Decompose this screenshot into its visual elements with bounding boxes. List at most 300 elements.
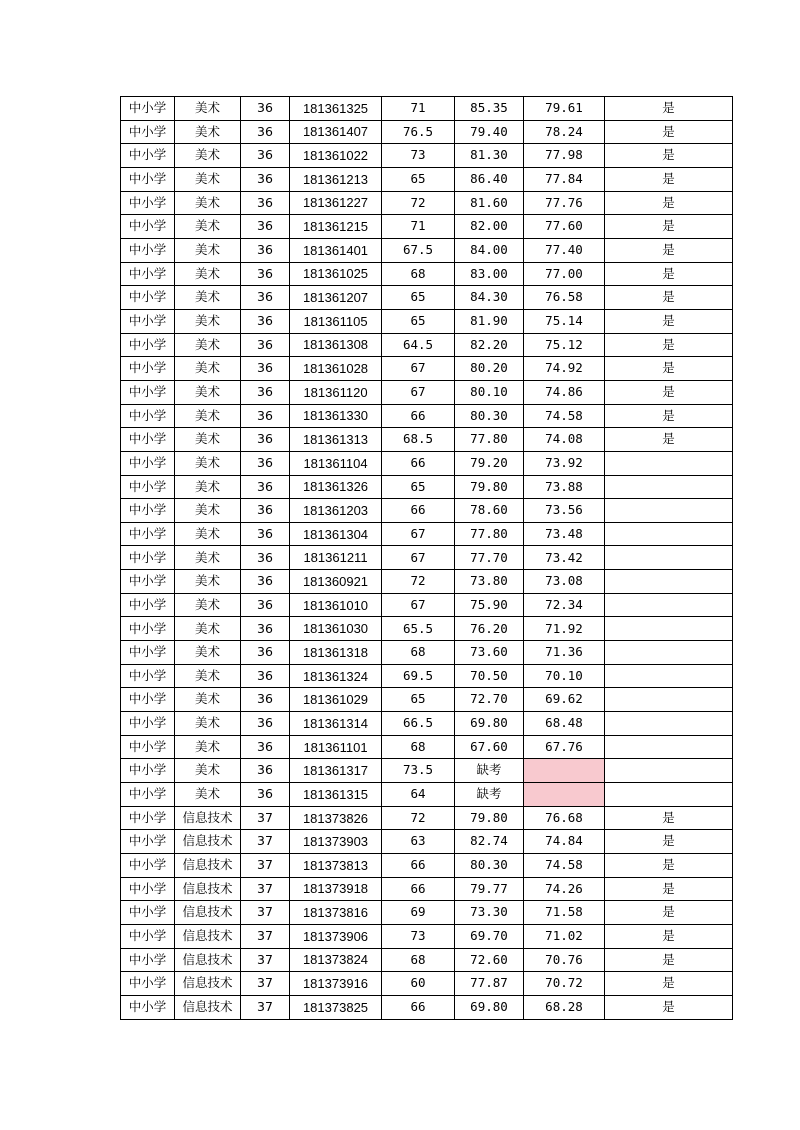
qualified-cell: 是 bbox=[605, 404, 733, 428]
qualified-cell bbox=[605, 546, 733, 570]
subject-cell: 美术 bbox=[175, 404, 241, 428]
total-score-cell: 77.84 bbox=[524, 167, 605, 191]
interview-score-cell: 80.30 bbox=[455, 404, 524, 428]
level-cell: 中小学 bbox=[121, 451, 175, 475]
exam-number-cell: 181361318 bbox=[290, 641, 382, 665]
code-cell: 36 bbox=[241, 735, 290, 759]
table-row bbox=[121, 522, 733, 546]
total-score-cell: 73.48 bbox=[524, 522, 605, 546]
exam-number-cell: 181361314 bbox=[290, 712, 382, 736]
code-cell: 37 bbox=[241, 806, 290, 830]
qualified-cell bbox=[605, 783, 733, 807]
interview-score-cell: 77.70 bbox=[455, 546, 524, 570]
subject-cell: 信息技术 bbox=[175, 854, 241, 878]
code-cell: 37 bbox=[241, 972, 290, 996]
interview-score-cell: 86.40 bbox=[455, 167, 524, 191]
exam-number-cell: 181361213 bbox=[290, 167, 382, 191]
total-score-cell: 74.84 bbox=[524, 830, 605, 854]
subject-cell: 信息技术 bbox=[175, 877, 241, 901]
interview-score-cell: 69.70 bbox=[455, 924, 524, 948]
qualified-cell: 是 bbox=[605, 924, 733, 948]
interview-score-cell: 缺考 bbox=[455, 783, 524, 807]
exam-number-cell: 181373825 bbox=[290, 995, 382, 1019]
interview-score-cell: 70.50 bbox=[455, 664, 524, 688]
table-row bbox=[121, 499, 733, 523]
table-row bbox=[121, 570, 733, 594]
subject-cell: 美术 bbox=[175, 380, 241, 404]
exam-number-cell: 181361326 bbox=[290, 475, 382, 499]
subject-cell: 信息技术 bbox=[175, 948, 241, 972]
level-cell: 中小学 bbox=[121, 475, 175, 499]
total-score-cell: 78.24 bbox=[524, 120, 605, 144]
qualified-cell bbox=[605, 522, 733, 546]
table-row bbox=[121, 735, 733, 759]
code-cell: 36 bbox=[241, 309, 290, 333]
qualified-cell: 是 bbox=[605, 972, 733, 996]
qualified-cell: 是 bbox=[605, 428, 733, 452]
written-score-cell: 67.5 bbox=[382, 238, 455, 262]
qualified-cell bbox=[605, 475, 733, 499]
code-cell: 36 bbox=[241, 120, 290, 144]
interview-score-cell: 82.20 bbox=[455, 333, 524, 357]
written-score-cell: 67 bbox=[382, 546, 455, 570]
total-score-cell: 77.40 bbox=[524, 238, 605, 262]
written-score-cell: 68 bbox=[382, 735, 455, 759]
interview-score-cell: 82.74 bbox=[455, 830, 524, 854]
code-cell: 36 bbox=[241, 475, 290, 499]
qualified-cell bbox=[605, 451, 733, 475]
qualified-cell: 是 bbox=[605, 97, 733, 121]
code-cell: 37 bbox=[241, 877, 290, 901]
code-cell: 36 bbox=[241, 570, 290, 594]
subject-cell: 美术 bbox=[175, 759, 241, 783]
table-row bbox=[121, 428, 733, 452]
interview-score-cell: 79.80 bbox=[455, 806, 524, 830]
table-row bbox=[121, 617, 733, 641]
qualified-cell: 是 bbox=[605, 806, 733, 830]
level-cell: 中小学 bbox=[121, 570, 175, 594]
exam-number-cell: 181361308 bbox=[290, 333, 382, 357]
total-score-cell: 68.28 bbox=[524, 995, 605, 1019]
exam-number-cell: 181361029 bbox=[290, 688, 382, 712]
exam-number-cell: 181361105 bbox=[290, 309, 382, 333]
total-score-cell: 71.36 bbox=[524, 641, 605, 665]
exam-number-cell: 181361028 bbox=[290, 357, 382, 381]
subject-cell: 美术 bbox=[175, 333, 241, 357]
qualified-cell: 是 bbox=[605, 380, 733, 404]
qualified-cell bbox=[605, 735, 733, 759]
interview-score-cell: 84.30 bbox=[455, 286, 524, 310]
level-cell: 中小学 bbox=[121, 522, 175, 546]
exam-number-cell: 181361317 bbox=[290, 759, 382, 783]
table-row bbox=[121, 167, 733, 191]
qualified-cell: 是 bbox=[605, 901, 733, 925]
total-score-cell: 71.92 bbox=[524, 617, 605, 641]
qualified-cell bbox=[605, 664, 733, 688]
qualified-cell: 是 bbox=[605, 357, 733, 381]
exam-number-cell: 181361030 bbox=[290, 617, 382, 641]
total-score-cell: 71.02 bbox=[524, 924, 605, 948]
exam-number-cell: 181373813 bbox=[290, 854, 382, 878]
total-score-cell: 68.48 bbox=[524, 712, 605, 736]
level-cell: 中小学 bbox=[121, 948, 175, 972]
code-cell: 37 bbox=[241, 901, 290, 925]
code-cell: 36 bbox=[241, 286, 290, 310]
written-score-cell: 65 bbox=[382, 309, 455, 333]
interview-score-cell: 80.30 bbox=[455, 854, 524, 878]
level-cell: 中小学 bbox=[121, 215, 175, 239]
written-score-cell: 66 bbox=[382, 854, 455, 878]
exam-number-cell: 181361330 bbox=[290, 404, 382, 428]
written-score-cell: 66 bbox=[382, 995, 455, 1019]
exam-number-cell: 181361401 bbox=[290, 238, 382, 262]
total-score-cell: 69.62 bbox=[524, 688, 605, 712]
exam-number-cell: 181361407 bbox=[290, 120, 382, 144]
interview-score-cell: 76.20 bbox=[455, 617, 524, 641]
qualified-cell bbox=[605, 688, 733, 712]
exam-number-cell: 181361207 bbox=[290, 286, 382, 310]
total-score-cell: 73.42 bbox=[524, 546, 605, 570]
written-score-cell: 67 bbox=[382, 522, 455, 546]
table-row bbox=[121, 759, 733, 783]
subject-cell: 美术 bbox=[175, 499, 241, 523]
written-score-cell: 72 bbox=[382, 570, 455, 594]
interview-score-cell: 77.80 bbox=[455, 428, 524, 452]
written-score-cell: 67 bbox=[382, 380, 455, 404]
code-cell: 36 bbox=[241, 262, 290, 286]
level-cell: 中小学 bbox=[121, 546, 175, 570]
subject-cell: 美术 bbox=[175, 120, 241, 144]
table-row bbox=[121, 309, 733, 333]
interview-score-cell: 缺考 bbox=[455, 759, 524, 783]
table-row bbox=[121, 380, 733, 404]
total-score-cell: 74.26 bbox=[524, 877, 605, 901]
written-score-cell: 71 bbox=[382, 97, 455, 121]
level-cell: 中小学 bbox=[121, 995, 175, 1019]
code-cell: 36 bbox=[241, 546, 290, 570]
interview-score-cell: 83.00 bbox=[455, 262, 524, 286]
total-score-cell: 72.34 bbox=[524, 593, 605, 617]
qualified-cell: 是 bbox=[605, 120, 733, 144]
table-row bbox=[121, 924, 733, 948]
table-row bbox=[121, 238, 733, 262]
subject-cell: 美术 bbox=[175, 97, 241, 121]
qualified-cell bbox=[605, 712, 733, 736]
subject-cell: 美术 bbox=[175, 286, 241, 310]
subject-cell: 信息技术 bbox=[175, 924, 241, 948]
interview-score-cell: 69.80 bbox=[455, 712, 524, 736]
written-score-cell: 65 bbox=[382, 475, 455, 499]
qualified-cell bbox=[605, 617, 733, 641]
table-row bbox=[121, 120, 733, 144]
qualified-cell: 是 bbox=[605, 309, 733, 333]
exam-number-cell: 181361025 bbox=[290, 262, 382, 286]
total-score-cell: 77.00 bbox=[524, 262, 605, 286]
written-score-cell: 67 bbox=[382, 357, 455, 381]
subject-cell: 美术 bbox=[175, 688, 241, 712]
table-row bbox=[121, 475, 733, 499]
interview-score-cell: 79.80 bbox=[455, 475, 524, 499]
interview-score-cell: 79.40 bbox=[455, 120, 524, 144]
total-score-cell: 70.72 bbox=[524, 972, 605, 996]
interview-score-cell: 78.60 bbox=[455, 499, 524, 523]
exam-number-cell: 181361313 bbox=[290, 428, 382, 452]
total-score-cell: 73.92 bbox=[524, 451, 605, 475]
written-score-cell: 73.5 bbox=[382, 759, 455, 783]
code-cell: 36 bbox=[241, 238, 290, 262]
written-score-cell: 66 bbox=[382, 877, 455, 901]
exam-number-cell: 181361215 bbox=[290, 215, 382, 239]
table-row bbox=[121, 901, 733, 925]
written-score-cell: 68 bbox=[382, 948, 455, 972]
written-score-cell: 65 bbox=[382, 286, 455, 310]
level-cell: 中小学 bbox=[121, 428, 175, 452]
subject-cell: 美术 bbox=[175, 783, 241, 807]
qualified-cell bbox=[605, 499, 733, 523]
exam-number-cell: 181361104 bbox=[290, 451, 382, 475]
written-score-cell: 63 bbox=[382, 830, 455, 854]
subject-cell: 美术 bbox=[175, 309, 241, 333]
written-score-cell: 69.5 bbox=[382, 664, 455, 688]
written-score-cell: 73 bbox=[382, 924, 455, 948]
qualified-cell: 是 bbox=[605, 948, 733, 972]
code-cell: 36 bbox=[241, 97, 290, 121]
total-score-cell: 75.14 bbox=[524, 309, 605, 333]
code-cell: 36 bbox=[241, 144, 290, 168]
total-score-cell: 79.61 bbox=[524, 97, 605, 121]
written-score-cell: 65 bbox=[382, 167, 455, 191]
total-score-cell bbox=[524, 783, 605, 807]
table-row bbox=[121, 664, 733, 688]
subject-cell: 美术 bbox=[175, 641, 241, 665]
level-cell: 中小学 bbox=[121, 735, 175, 759]
written-score-cell: 68 bbox=[382, 641, 455, 665]
written-score-cell: 66.5 bbox=[382, 712, 455, 736]
interview-score-cell: 73.80 bbox=[455, 570, 524, 594]
subject-cell: 美术 bbox=[175, 735, 241, 759]
qualified-cell: 是 bbox=[605, 286, 733, 310]
code-cell: 36 bbox=[241, 333, 290, 357]
code-cell: 36 bbox=[241, 783, 290, 807]
exam-number-cell: 181360921 bbox=[290, 570, 382, 594]
qualified-cell: 是 bbox=[605, 333, 733, 357]
level-cell: 中小学 bbox=[121, 499, 175, 523]
level-cell: 中小学 bbox=[121, 877, 175, 901]
interview-score-cell: 69.80 bbox=[455, 995, 524, 1019]
table-row bbox=[121, 593, 733, 617]
level-cell: 中小学 bbox=[121, 380, 175, 404]
code-cell: 36 bbox=[241, 593, 290, 617]
exam-number-cell: 181361315 bbox=[290, 783, 382, 807]
code-cell: 36 bbox=[241, 167, 290, 191]
interview-score-cell: 81.90 bbox=[455, 309, 524, 333]
code-cell: 36 bbox=[241, 428, 290, 452]
qualified-cell: 是 bbox=[605, 215, 733, 239]
table-row bbox=[121, 854, 733, 878]
table-row bbox=[121, 144, 733, 168]
level-cell: 中小学 bbox=[121, 901, 175, 925]
level-cell: 中小学 bbox=[121, 286, 175, 310]
subject-cell: 信息技术 bbox=[175, 995, 241, 1019]
subject-cell: 美术 bbox=[175, 617, 241, 641]
total-score-cell: 77.76 bbox=[524, 191, 605, 215]
interview-score-cell: 75.90 bbox=[455, 593, 524, 617]
level-cell: 中小学 bbox=[121, 167, 175, 191]
written-score-cell: 68 bbox=[382, 262, 455, 286]
subject-cell: 美术 bbox=[175, 475, 241, 499]
interview-score-cell: 67.60 bbox=[455, 735, 524, 759]
exam-number-cell: 181361203 bbox=[290, 499, 382, 523]
total-score-cell: 73.08 bbox=[524, 570, 605, 594]
exam-number-cell: 181373903 bbox=[290, 830, 382, 854]
subject-cell: 信息技术 bbox=[175, 901, 241, 925]
total-score-cell: 76.58 bbox=[524, 286, 605, 310]
interview-score-cell: 81.60 bbox=[455, 191, 524, 215]
written-score-cell: 76.5 bbox=[382, 120, 455, 144]
code-cell: 36 bbox=[241, 664, 290, 688]
total-score-cell: 73.56 bbox=[524, 499, 605, 523]
interview-score-cell: 80.20 bbox=[455, 357, 524, 381]
exam-number-cell: 181361120 bbox=[290, 380, 382, 404]
subject-cell: 美术 bbox=[175, 167, 241, 191]
total-score-cell: 76.68 bbox=[524, 806, 605, 830]
interview-score-cell: 79.20 bbox=[455, 451, 524, 475]
code-cell: 37 bbox=[241, 854, 290, 878]
written-score-cell: 65 bbox=[382, 688, 455, 712]
subject-cell: 美术 bbox=[175, 522, 241, 546]
subject-cell: 信息技术 bbox=[175, 972, 241, 996]
interview-score-cell: 81.30 bbox=[455, 144, 524, 168]
level-cell: 中小学 bbox=[121, 830, 175, 854]
table-row bbox=[121, 286, 733, 310]
code-cell: 36 bbox=[241, 688, 290, 712]
level-cell: 中小学 bbox=[121, 262, 175, 286]
level-cell: 中小学 bbox=[121, 688, 175, 712]
written-score-cell: 68.5 bbox=[382, 428, 455, 452]
interview-score-cell: 77.87 bbox=[455, 972, 524, 996]
table-row bbox=[121, 972, 733, 996]
total-score-cell: 70.76 bbox=[524, 948, 605, 972]
exam-number-cell: 181373826 bbox=[290, 806, 382, 830]
score-table-body bbox=[121, 97, 733, 1020]
level-cell: 中小学 bbox=[121, 712, 175, 736]
score-table bbox=[120, 96, 733, 1020]
subject-cell: 美术 bbox=[175, 191, 241, 215]
subject-cell: 美术 bbox=[175, 593, 241, 617]
exam-number-cell: 181361211 bbox=[290, 546, 382, 570]
code-cell: 37 bbox=[241, 924, 290, 948]
code-cell: 36 bbox=[241, 759, 290, 783]
qualified-cell: 是 bbox=[605, 854, 733, 878]
level-cell: 中小学 bbox=[121, 309, 175, 333]
qualified-cell: 是 bbox=[605, 167, 733, 191]
code-cell: 36 bbox=[241, 617, 290, 641]
code-cell: 36 bbox=[241, 641, 290, 665]
interview-score-cell: 72.70 bbox=[455, 688, 524, 712]
table-row bbox=[121, 451, 733, 475]
code-cell: 37 bbox=[241, 830, 290, 854]
written-score-cell: 65.5 bbox=[382, 617, 455, 641]
qualified-cell bbox=[605, 570, 733, 594]
level-cell: 中小学 bbox=[121, 806, 175, 830]
exam-number-cell: 181373824 bbox=[290, 948, 382, 972]
total-score-cell: 77.98 bbox=[524, 144, 605, 168]
qualified-cell bbox=[605, 759, 733, 783]
interview-score-cell: 72.60 bbox=[455, 948, 524, 972]
subject-cell: 美术 bbox=[175, 451, 241, 475]
total-score-cell: 77.60 bbox=[524, 215, 605, 239]
qualified-cell: 是 bbox=[605, 144, 733, 168]
written-score-cell: 73 bbox=[382, 144, 455, 168]
total-score-cell: 74.58 bbox=[524, 854, 605, 878]
table-row bbox=[121, 641, 733, 665]
interview-score-cell: 84.00 bbox=[455, 238, 524, 262]
total-score-cell: 71.58 bbox=[524, 901, 605, 925]
written-score-cell: 60 bbox=[382, 972, 455, 996]
table-row bbox=[121, 948, 733, 972]
level-cell: 中小学 bbox=[121, 120, 175, 144]
level-cell: 中小学 bbox=[121, 924, 175, 948]
level-cell: 中小学 bbox=[121, 641, 175, 665]
code-cell: 36 bbox=[241, 712, 290, 736]
qualified-cell: 是 bbox=[605, 995, 733, 1019]
written-score-cell: 72 bbox=[382, 806, 455, 830]
exam-number-cell: 181373916 bbox=[290, 972, 382, 996]
subject-cell: 美术 bbox=[175, 664, 241, 688]
interview-score-cell: 79.77 bbox=[455, 877, 524, 901]
total-score-cell bbox=[524, 759, 605, 783]
subject-cell: 美术 bbox=[175, 428, 241, 452]
level-cell: 中小学 bbox=[121, 333, 175, 357]
interview-score-cell: 73.30 bbox=[455, 901, 524, 925]
level-cell: 中小学 bbox=[121, 593, 175, 617]
qualified-cell: 是 bbox=[605, 262, 733, 286]
level-cell: 中小学 bbox=[121, 144, 175, 168]
exam-number-cell: 181373906 bbox=[290, 924, 382, 948]
level-cell: 中小学 bbox=[121, 404, 175, 428]
code-cell: 36 bbox=[241, 522, 290, 546]
exam-number-cell: 181361304 bbox=[290, 522, 382, 546]
exam-number-cell: 181361325 bbox=[290, 97, 382, 121]
qualified-cell: 是 bbox=[605, 238, 733, 262]
level-cell: 中小学 bbox=[121, 783, 175, 807]
exam-number-cell: 181361101 bbox=[290, 735, 382, 759]
written-score-cell: 67 bbox=[382, 593, 455, 617]
exam-number-cell: 181361227 bbox=[290, 191, 382, 215]
code-cell: 36 bbox=[241, 499, 290, 523]
subject-cell: 信息技术 bbox=[175, 806, 241, 830]
qualified-cell: 是 bbox=[605, 877, 733, 901]
subject-cell: 美术 bbox=[175, 238, 241, 262]
table-row bbox=[121, 546, 733, 570]
level-cell: 中小学 bbox=[121, 972, 175, 996]
total-score-cell: 70.10 bbox=[524, 664, 605, 688]
level-cell: 中小学 bbox=[121, 664, 175, 688]
written-score-cell: 72 bbox=[382, 191, 455, 215]
table-row bbox=[121, 688, 733, 712]
subject-cell: 美术 bbox=[175, 144, 241, 168]
level-cell: 中小学 bbox=[121, 238, 175, 262]
code-cell: 36 bbox=[241, 451, 290, 475]
interview-score-cell: 85.35 bbox=[455, 97, 524, 121]
table-row bbox=[121, 995, 733, 1019]
subject-cell: 美术 bbox=[175, 712, 241, 736]
table-row bbox=[121, 712, 733, 736]
code-cell: 36 bbox=[241, 380, 290, 404]
written-score-cell: 69 bbox=[382, 901, 455, 925]
subject-cell: 美术 bbox=[175, 357, 241, 381]
table-row bbox=[121, 357, 733, 381]
